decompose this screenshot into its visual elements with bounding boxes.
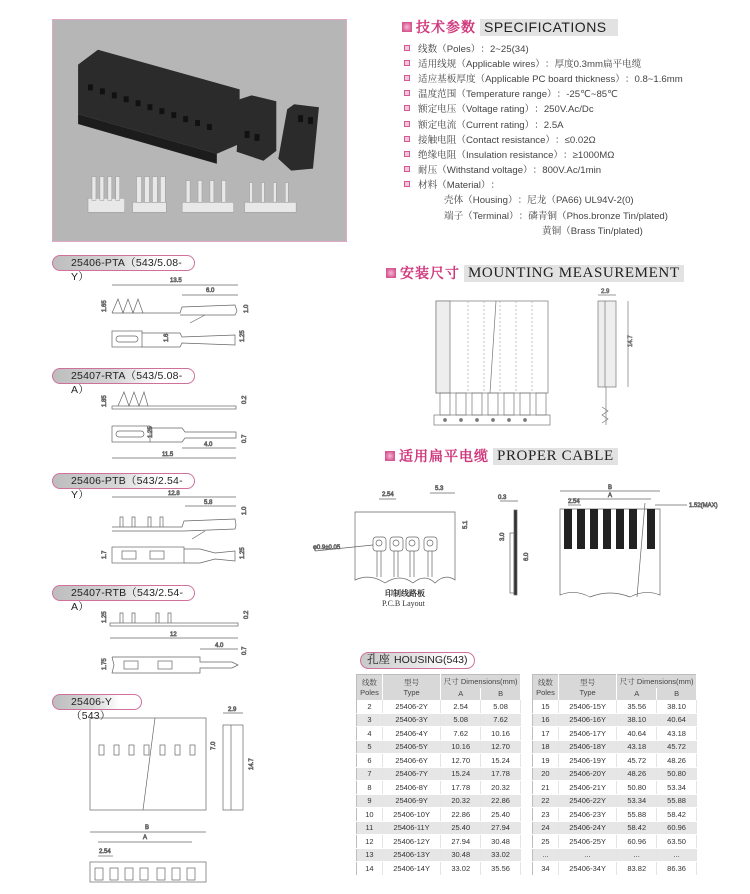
cell-dim-b: 25.40	[481, 808, 521, 822]
table-row	[533, 700, 697, 714]
dim-label: 0.7	[242, 646, 248, 655]
cell-dim-a: 50.80	[617, 781, 657, 795]
cell-dim-b: 48.26	[657, 754, 697, 768]
cell-dim-a: 15.24	[441, 767, 481, 781]
cell-dim-b: 7.62	[481, 713, 521, 727]
col-header-dimensions: 尺寸 Dimensions(mm)	[441, 675, 521, 688]
drawing-25406-ptb	[100, 493, 260, 573]
bullet-icon	[404, 105, 410, 111]
cell-dim-b: ...	[657, 848, 697, 862]
cell-dim-a: 53.34	[617, 794, 657, 808]
spec-label: 温度范围（Temperature range）	[418, 89, 557, 101]
cell-dim-b: 35.56	[481, 862, 521, 876]
cell-poles: 12	[357, 835, 383, 849]
material-value: 黄铜（Brass Tin/plated)	[542, 225, 643, 237]
connector-photo-illustration	[53, 20, 346, 241]
cell-type: ...	[558, 848, 616, 862]
cell-poles: 2	[357, 700, 383, 714]
housing-table-right	[532, 674, 697, 876]
col-header-poles: 线数 Poles	[533, 675, 559, 700]
cell-dim-a: 22.86	[441, 808, 481, 822]
spec-value: ：0.8~1.6mm	[624, 73, 683, 85]
dim-label: 2.9	[228, 707, 237, 713]
cell-type: 25406-24Y	[558, 821, 616, 835]
cell-dim-b: 86.36	[657, 862, 697, 876]
mounting-title-en: MOUNTING MEASUREMENT	[464, 265, 684, 282]
cell-dim-a: 27.94	[441, 835, 481, 849]
drawing-25406-y	[85, 707, 285, 890]
cell-dim-b: 43.18	[657, 727, 697, 741]
cell-dim-a: 2.54	[441, 700, 481, 714]
cell-poles: 17	[533, 727, 559, 741]
bullet-icon	[404, 181, 410, 187]
table-row	[357, 740, 521, 754]
cell-poles: 16	[533, 713, 559, 727]
spec-value: ：-25℃~85℃	[556, 89, 618, 101]
dim-label: 5.3	[435, 486, 444, 492]
material-label: 端子（Terminal）	[444, 210, 519, 222]
table-row	[533, 794, 697, 808]
cell-dim-a: 5.08	[441, 713, 481, 727]
flat-cable-drawing	[555, 485, 735, 615]
material-value: ：磷青铜（Phos.bronze Tin/plated)	[518, 210, 668, 222]
dim-label: 14.7	[628, 335, 634, 347]
cell-dim-b: 12.70	[481, 740, 521, 754]
cell-type: 25406-7Y	[382, 767, 440, 781]
bullet-square-icon	[385, 451, 395, 461]
bullet-icon	[404, 60, 410, 66]
drawing-25407-rta	[100, 388, 260, 468]
dim-label: 13.5	[170, 278, 182, 284]
cell-type: 25406-10Y	[382, 808, 440, 822]
cell-dim-b: 22.86	[481, 794, 521, 808]
pcb-layout-drawing	[315, 485, 475, 615]
table-row	[357, 821, 521, 835]
col-header-a: A	[617, 688, 657, 700]
dim-label: 1.85	[102, 395, 108, 407]
mounting-title-cn: 安装尺寸	[400, 265, 460, 281]
table-row	[357, 727, 521, 741]
table-row	[357, 862, 521, 876]
contact-windows	[99, 745, 195, 755]
table-row	[357, 767, 521, 781]
cell-poles: 13	[357, 848, 383, 862]
cell-dim-a: 17.78	[441, 781, 481, 795]
table-row	[357, 700, 521, 714]
table-row	[357, 808, 521, 822]
cell-type: 25406-8Y	[382, 781, 440, 795]
specifications-title-cn: 技术参数	[416, 19, 476, 35]
product-photo	[52, 19, 347, 242]
cell-dim-a: 60.96	[617, 835, 657, 849]
table-row	[533, 835, 697, 849]
cell-type: 25406-17Y	[558, 727, 616, 741]
bullet-icon	[404, 45, 410, 51]
spec-item	[404, 146, 744, 161]
table-row	[533, 862, 697, 876]
pcb-caption-en: P.C.B Layout	[382, 599, 425, 608]
dim-label: 0.2	[244, 610, 250, 619]
cell-type: 25406-5Y	[382, 740, 440, 754]
spec-item	[404, 40, 744, 55]
cell-type: 25406-12Y	[382, 835, 440, 849]
cell-poles: 4	[357, 727, 383, 741]
dim-label: 1.6	[164, 333, 170, 342]
cell-poles: 5	[357, 740, 383, 754]
dim-label: 0.2	[242, 395, 248, 404]
dim-label: A	[143, 835, 148, 841]
housing-label-cn: 孔座	[367, 654, 390, 666]
cell-dim-a: 45.72	[617, 754, 657, 768]
table-row	[533, 781, 697, 795]
housing-2pin-a	[237, 95, 277, 160]
dim-label: 4.0	[215, 643, 224, 649]
col-header-type: 型号 Type	[558, 675, 616, 700]
cell-dim-a: 12.70	[441, 754, 481, 768]
table-row	[357, 835, 521, 849]
table-row	[357, 754, 521, 768]
cell-dim-b: 58.42	[657, 808, 697, 822]
cell-type: 25406-16Y	[558, 713, 616, 727]
cell-dim-b: 5.08	[481, 700, 521, 714]
spec-value: ：250V.Ac/Dc	[534, 104, 594, 116]
cell-dim-b: 60.96	[657, 821, 697, 835]
terminal-strips	[88, 177, 296, 213]
housing-label	[360, 652, 475, 669]
spec-label: 额定电流（Current rating）	[418, 119, 535, 131]
part-label-25406-ptb: 25406-PTB（543/2.54-Y）	[52, 473, 195, 489]
part-label-25406-y: 25406-Y（543）	[52, 694, 142, 710]
cable-side-drawing	[490, 495, 540, 615]
dim-label: 2.54	[382, 492, 394, 498]
cell-dim-a: 20.32	[441, 794, 481, 808]
table-row	[357, 713, 521, 727]
dim-label: 1.25	[240, 547, 246, 559]
spec-value: ：	[490, 180, 501, 192]
part-label-25407-rtb: 25407-RTB（543/2.54-A）	[52, 585, 195, 601]
cell-dim-a: 30.48	[441, 848, 481, 862]
cable-title-en: PROPER CABLE	[493, 448, 618, 465]
dim-label: 5.8	[204, 500, 213, 506]
spec-value: ：800V.Ac/1min	[532, 165, 602, 177]
cell-type: 25406-6Y	[382, 754, 440, 768]
dim-label: 2.54	[99, 849, 111, 855]
spec-item	[404, 177, 744, 192]
table-row	[533, 754, 697, 768]
spec-value: ：≤0.02Ω	[555, 134, 596, 146]
col-header-a: A	[441, 688, 481, 700]
specifications-header	[402, 18, 618, 36]
dim-label: 1.0	[242, 506, 248, 515]
material-terminal	[404, 207, 744, 222]
spec-label: 适应基板厚度（Applicable PC board thickness）	[418, 73, 625, 85]
table-row	[533, 713, 697, 727]
cell-poles: 19	[533, 754, 559, 768]
dim-label: 7.0	[211, 741, 217, 750]
cell-dim-b: 40.64	[657, 713, 697, 727]
dim-label: 3.0	[500, 532, 506, 541]
cell-type: 25406-20Y	[558, 767, 616, 781]
cell-dim-b: 20.32	[481, 781, 521, 795]
material-label: 壳体（Housing）	[444, 195, 518, 207]
cell-poles: 9	[357, 794, 383, 808]
cell-dim-a: 43.18	[617, 740, 657, 754]
dim-label: 0.3	[498, 495, 507, 501]
mounting-drawing	[430, 289, 670, 430]
dim-label: 1.25	[102, 611, 108, 623]
cell-poles: 14	[357, 862, 383, 876]
housing-table-left	[356, 674, 521, 876]
dim-label: 2.9	[601, 289, 610, 295]
cell-dim-b: 27.94	[481, 821, 521, 835]
cell-dim-a: 33.02	[441, 862, 481, 876]
cell-dim-a: 7.62	[441, 727, 481, 741]
cell-type: 25406-15Y	[558, 700, 616, 714]
table-row	[533, 767, 697, 781]
table-row	[357, 794, 521, 808]
col-header-b: B	[481, 688, 521, 700]
cell-type: 25406-23Y	[558, 808, 616, 822]
dim-label: 1.65	[102, 300, 108, 312]
housing-2pin-b	[278, 104, 319, 170]
cell-dim-b: 55.88	[657, 794, 697, 808]
dim-label: 14.7	[249, 758, 255, 770]
cell-poles: 3	[357, 713, 383, 727]
drawing-25406-pta	[100, 275, 260, 365]
table-row	[533, 727, 697, 741]
dim-label: 2.54	[568, 499, 580, 505]
dim-label: 1.0	[244, 304, 250, 313]
cell-poles: 22	[533, 794, 559, 808]
bullet-icon	[404, 90, 410, 96]
cell-dim-b: 50.80	[657, 767, 697, 781]
part-label-25406-pta: 25406-PTA（543/5.08-Y）	[52, 255, 195, 271]
spec-item	[404, 116, 744, 131]
cell-dim-b: 15.24	[481, 754, 521, 768]
spec-item	[404, 55, 744, 70]
bullet-icon	[404, 136, 410, 142]
cell-poles: 15	[533, 700, 559, 714]
bullet-square-icon	[402, 22, 412, 32]
spec-label: 额定电压（Voltage rating）	[418, 104, 535, 116]
dim-label: 11.5	[162, 452, 174, 458]
cell-dim-b: 33.02	[481, 848, 521, 862]
cable-title-cn: 适用扁平电缆	[399, 448, 489, 464]
table-row	[533, 848, 697, 862]
cell-dim-b: 10.16	[481, 727, 521, 741]
cable-header	[385, 447, 618, 465]
part-label-25407-rta: 25407-RTA（543/5.08-A）	[52, 368, 195, 384]
cell-type: 25406-21Y	[558, 781, 616, 795]
col-header-dimensions: 尺寸 Dimensions(mm)	[617, 675, 697, 688]
spec-item	[404, 131, 744, 146]
spec-label: 线数（Poles）	[418, 43, 481, 55]
cell-type: 25406-25Y	[558, 835, 616, 849]
dim-label: 0.7	[242, 434, 248, 443]
housing-label-en: HOUSING(543)	[394, 654, 468, 666]
cell-poles: ...	[533, 848, 559, 862]
cell-poles: 7	[357, 767, 383, 781]
spec-item	[404, 70, 744, 85]
cell-dim-b: 17.78	[481, 767, 521, 781]
spec-item	[404, 101, 744, 116]
table-row	[533, 740, 697, 754]
cell-type: 25406-4Y	[382, 727, 440, 741]
bullet-icon	[404, 121, 410, 127]
cell-dim-b: 30.48	[481, 835, 521, 849]
spec-label: 材料（Material）	[418, 180, 491, 192]
spec-item	[404, 86, 744, 101]
dim-label: 6.0	[524, 552, 530, 561]
cell-type: 25406-14Y	[382, 862, 440, 876]
cell-dim-a: ...	[617, 848, 657, 862]
cell-dim-b: 53.34	[657, 781, 697, 795]
cell-poles: 10	[357, 808, 383, 822]
spec-label: 适用线规（Applicable wires）	[418, 58, 545, 70]
spec-label: 绝缘电阻（Insulation resistance）	[418, 149, 564, 161]
cell-poles: 8	[357, 781, 383, 795]
cell-poles: 25	[533, 835, 559, 849]
dim-label: 1.7	[102, 550, 108, 559]
cell-type: 25406-22Y	[558, 794, 616, 808]
cell-dim-a: 58.42	[617, 821, 657, 835]
dim-label: 1.75	[102, 658, 108, 670]
spec-label: 接触电阻（Contact resistance）	[418, 134, 556, 146]
bullet-icon	[404, 151, 410, 157]
cell-dim-a: 35.56	[617, 700, 657, 714]
cell-poles: 18	[533, 740, 559, 754]
mounting-header	[386, 264, 684, 282]
dim-label: 1.25	[148, 426, 154, 438]
bullet-icon	[404, 75, 410, 81]
dim-label: 4.0	[204, 442, 213, 448]
col-header-b: B	[657, 688, 697, 700]
cell-poles: 23	[533, 808, 559, 822]
cell-type: 25406-19Y	[558, 754, 616, 768]
dim-label: B	[145, 825, 150, 831]
cell-poles: 24	[533, 821, 559, 835]
spec-item	[404, 162, 744, 177]
cell-poles: 6	[357, 754, 383, 768]
cell-poles: 11	[357, 821, 383, 835]
specifications-list	[404, 40, 744, 237]
material-terminal-alt	[404, 222, 744, 237]
cell-dim-b: 63.50	[657, 835, 697, 849]
cell-type: 25406-11Y	[382, 821, 440, 835]
cell-dim-a: 10.16	[441, 740, 481, 754]
spec-value: ：≥1000MΩ	[563, 149, 615, 161]
dim-label: φ0.9±0.05	[313, 545, 341, 551]
dim-label: 5.1	[463, 520, 469, 529]
cell-dim-b: 38.10	[657, 700, 697, 714]
cell-type: 25406-13Y	[382, 848, 440, 862]
cell-type: 25406-18Y	[558, 740, 616, 754]
table-row	[533, 808, 697, 822]
material-value: ：尼龙（PA66) UL94V-2(0)	[517, 195, 634, 207]
table-row	[357, 848, 521, 862]
cell-dim-a: 83.82	[617, 862, 657, 876]
cell-type: 25406-3Y	[382, 713, 440, 727]
cell-dim-b: 45.72	[657, 740, 697, 754]
material-housing	[404, 192, 744, 207]
cell-poles: 34	[533, 862, 559, 876]
cell-type: 25406-9Y	[382, 794, 440, 808]
pcb-caption-cn: 印制线路板	[385, 589, 425, 598]
cell-dim-a: 55.88	[617, 808, 657, 822]
specifications-title-en: SPECIFICATIONS	[480, 19, 618, 36]
spec-value: ：厚度0.3mm扁平电缆	[544, 58, 642, 70]
cell-poles: 21	[533, 781, 559, 795]
table-row	[533, 821, 697, 835]
dim-label: 1.25	[240, 330, 246, 342]
cell-dim-a: 48.26	[617, 767, 657, 781]
cell-dim-a: 40.64	[617, 727, 657, 741]
col-header-type: 型号 Type	[382, 675, 440, 700]
cell-type: 25406-34Y	[558, 862, 616, 876]
cell-type: 25406-2Y	[382, 700, 440, 714]
col-header-poles: 线数 Poles	[357, 675, 383, 700]
cell-dim-a: 38.10	[617, 713, 657, 727]
drawing-25407-rtb	[100, 605, 260, 695]
table-row	[357, 781, 521, 795]
dim-label: 12	[170, 632, 177, 638]
bullet-icon	[404, 166, 410, 172]
cell-dim-a: 25.40	[441, 821, 481, 835]
bullet-square-icon	[386, 268, 396, 278]
spec-value: ：2~25(34)	[480, 43, 529, 55]
dim-label: 6.0	[206, 288, 215, 294]
dim-label: 12.8	[168, 491, 180, 497]
cell-poles: 20	[533, 767, 559, 781]
spec-label: 耐压（Withstand voltage）	[418, 165, 533, 177]
spec-value: ：2.5A	[534, 119, 564, 131]
dim-label: B	[608, 485, 613, 491]
dim-label: A	[608, 493, 613, 499]
dim-label: 1.52(MAX)	[689, 503, 718, 509]
